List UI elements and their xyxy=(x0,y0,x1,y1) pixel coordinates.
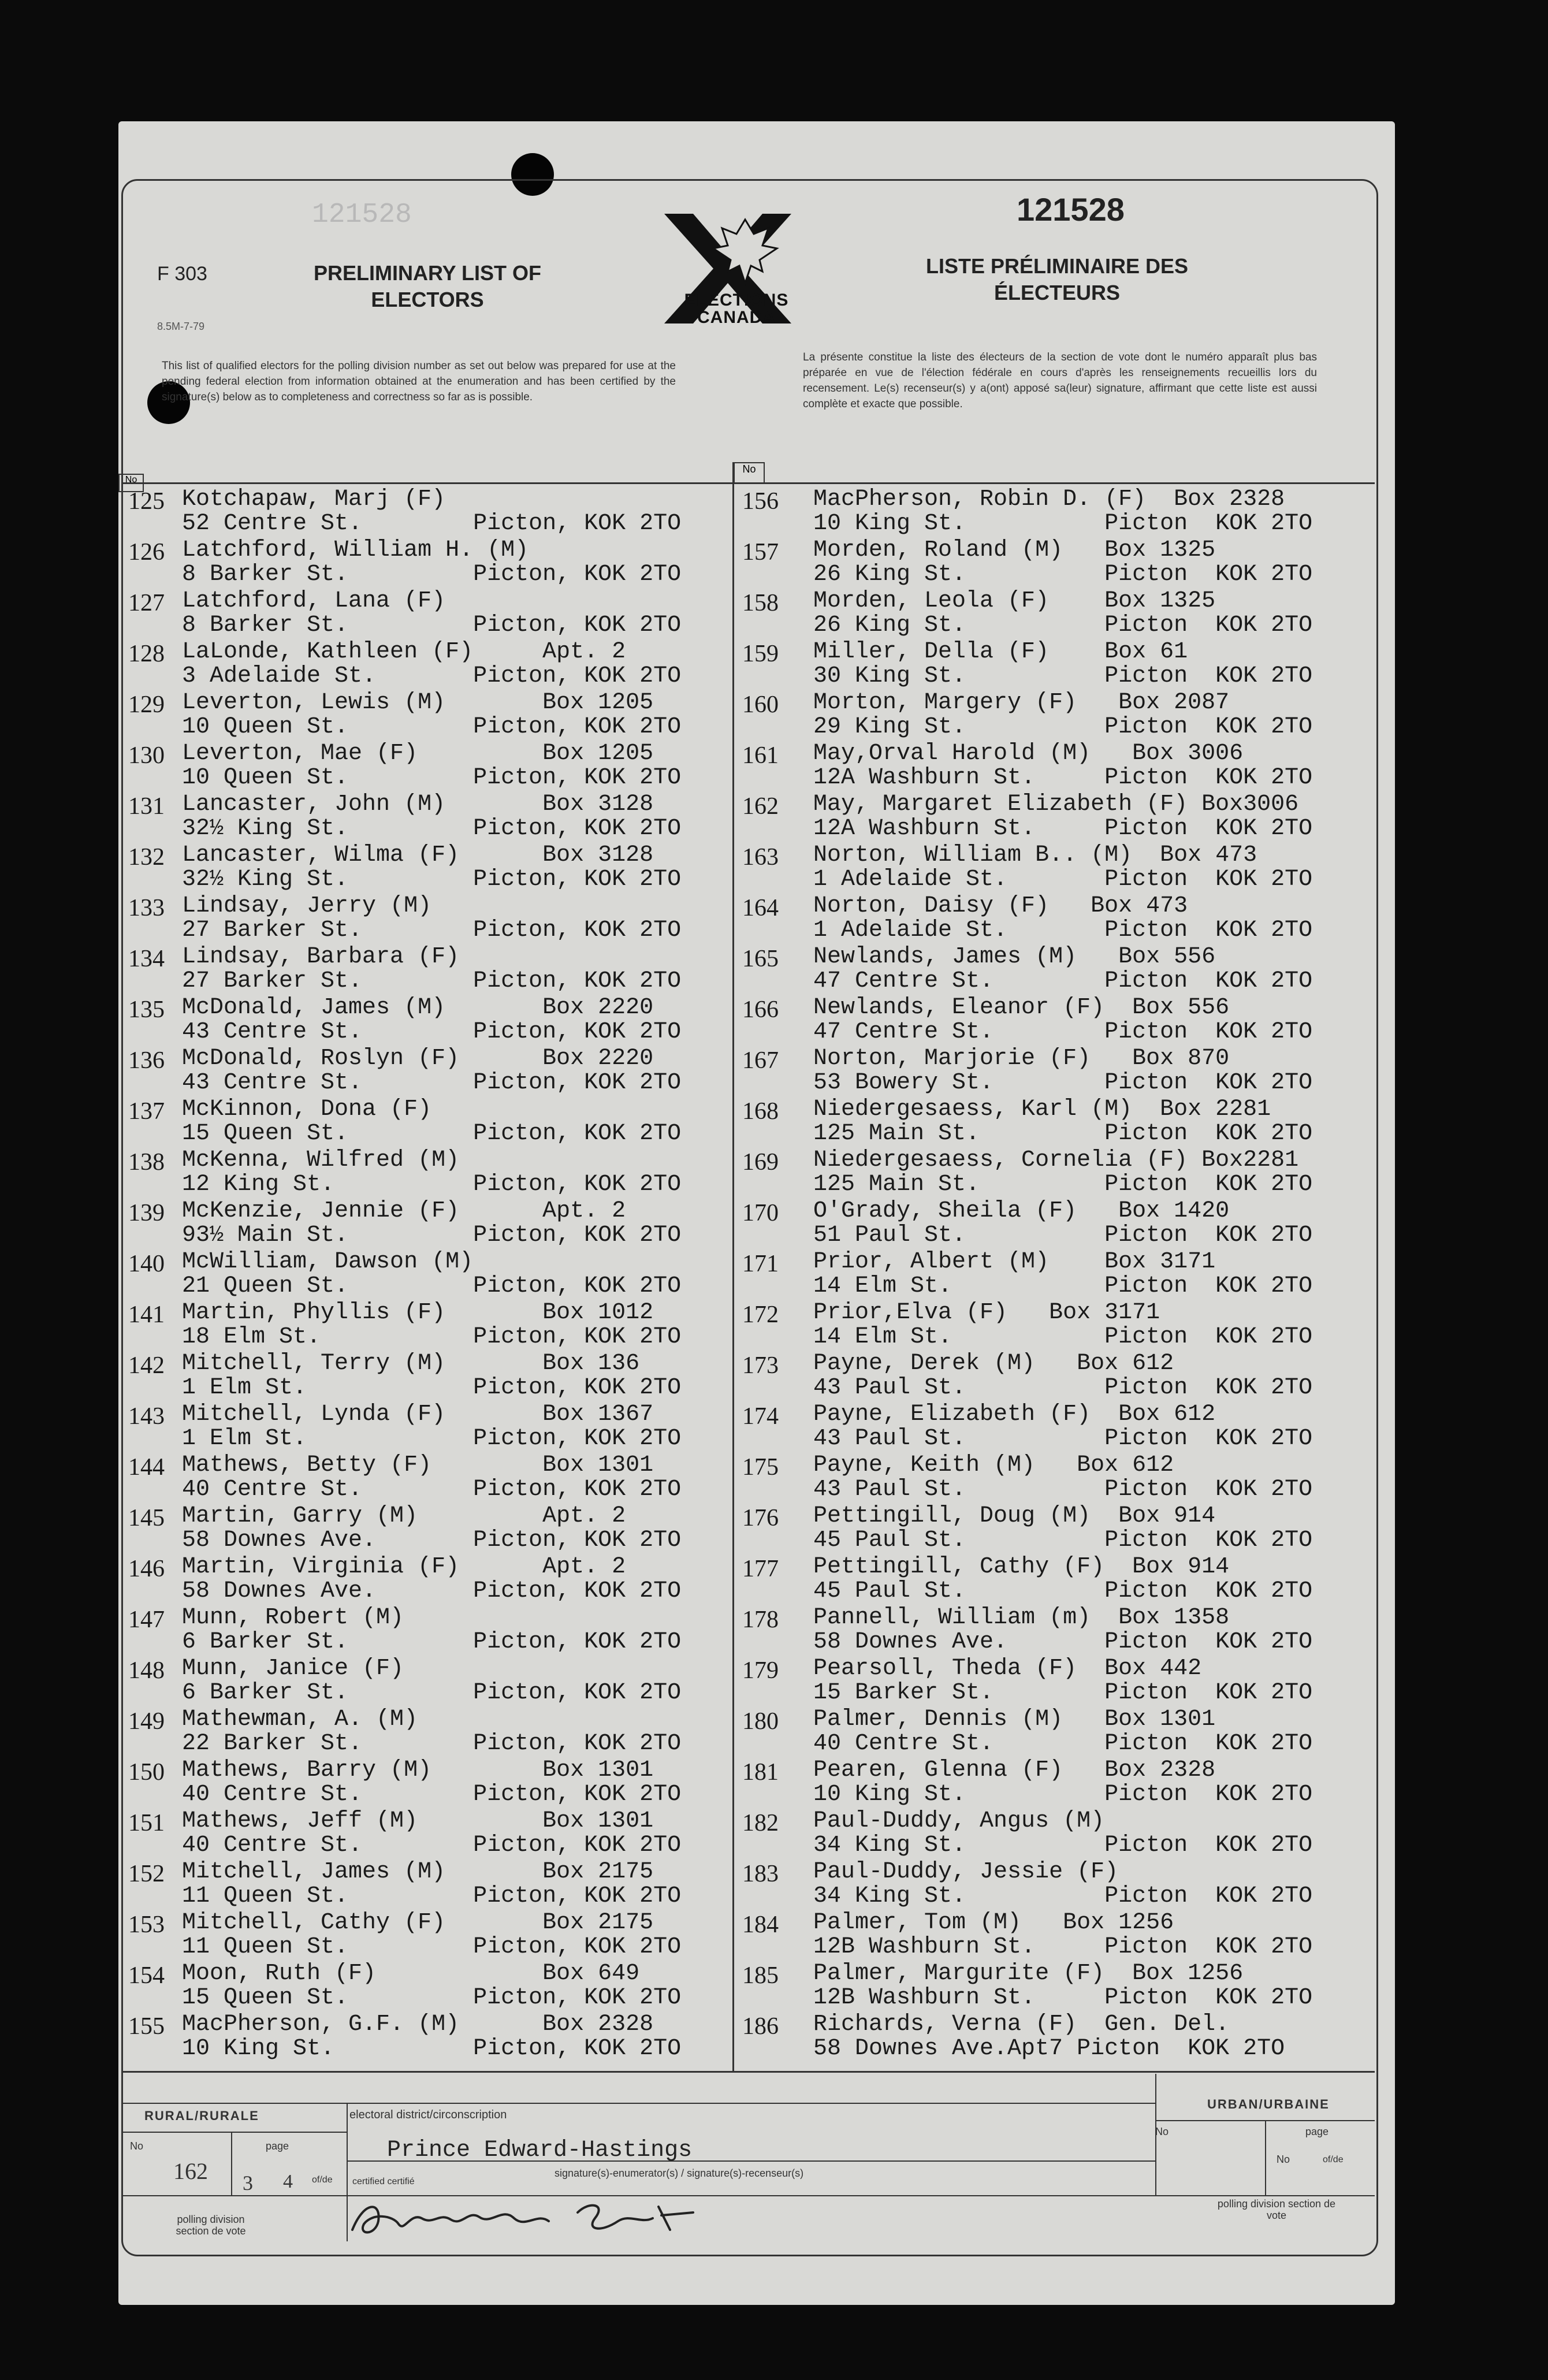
elector-name: McWilliam, Dawson (M) xyxy=(182,1249,474,1275)
entry-number: 151 xyxy=(128,1810,165,1836)
elector-entry xyxy=(738,1961,1376,2011)
entry-number: 156 xyxy=(742,488,779,515)
elector-name: Mathews, Jeff (M) Box 1301 xyxy=(182,1808,654,1834)
electoral-district: Prince Edward-Hastings xyxy=(387,2137,693,2163)
entry-number: 178 xyxy=(742,1606,779,1633)
divider xyxy=(1265,2120,1266,2195)
entry-number: 175 xyxy=(742,1454,779,1481)
entry-number: 125 xyxy=(128,488,165,515)
elector-address: 47 Centre St. Picton KOK 2TO xyxy=(813,1019,1313,1045)
entry-number: 163 xyxy=(742,844,779,871)
elector-entry xyxy=(124,1096,731,1147)
entry-number: 177 xyxy=(742,1556,779,1582)
title-french: LISTE PRÉLIMINAIRE DES ÉLECTEURS xyxy=(925,254,1189,304)
elector-name: McKenna, Wilfred (M) xyxy=(182,1147,460,1173)
elector-list-right xyxy=(738,486,1376,2062)
elector-entry xyxy=(738,639,1376,690)
entry-number: 127 xyxy=(128,590,165,616)
elector-name: Martin, Phyllis (F) Box 1012 xyxy=(182,1300,654,1326)
elector-address: 45 Paul St. Picton KOK 2TO xyxy=(813,1527,1313,1553)
elector-entry xyxy=(738,1706,1376,1757)
elector-entry xyxy=(124,1605,731,1656)
urban-label: URBAN/URBAINE xyxy=(1207,2097,1330,2111)
elector-name: Mitchell, Cathy (F) Box 2175 xyxy=(182,1910,654,1936)
elector-address: 32½ King St. Picton, KOK 2TO xyxy=(182,816,682,842)
entry-number: 182 xyxy=(742,1810,779,1836)
elector-entry xyxy=(124,1249,731,1300)
notice-french: La présente constitue la liste des électeurs de la section de vote dont le numéro apparaît plus bas préparée en vue de l'élection fédérale en cours d'après les renseignements recueillis lors du recensement. Le(s) recenseur(s) y a(ont) apposé sa(leur) signature, affirmant que cette liste est aussi complète et exacte que possible. xyxy=(803,351,1317,410)
urban-polling-division-label: polling division section de vote xyxy=(1217,2198,1336,2221)
elector-name: Palmer, Tom (M) Box 1256 xyxy=(813,1910,1174,1936)
elector-entry xyxy=(124,1198,731,1249)
elector-address: 18 Elm St. Picton, KOK 2TO xyxy=(182,1324,682,1350)
elector-entry xyxy=(738,842,1376,893)
entry-number: 164 xyxy=(742,895,779,921)
elector-name: McKinnon, Dona (F) xyxy=(182,1096,432,1122)
elector-name: Lindsay, Jerry (M) xyxy=(182,893,432,919)
elector-address: 43 Centre St. Picton, KOK 2TO xyxy=(182,1019,682,1045)
entry-number: 154 xyxy=(128,1962,165,1989)
entry-number: 145 xyxy=(128,1505,165,1531)
elector-entry xyxy=(738,1147,1376,1198)
entry-number: 159 xyxy=(742,641,779,667)
elector-name: Mitchell, James (M) Box 2175 xyxy=(182,1859,654,1885)
page-label: page xyxy=(266,2140,289,2152)
elector-name: Norton, William B.. (M) Box 473 xyxy=(813,842,1257,868)
elector-name: Munn, Janice (F) xyxy=(182,1656,404,1682)
urban-no-label: No xyxy=(1155,2126,1169,2137)
elector-address: 14 Elm St. Picton KOK 2TO xyxy=(813,1324,1313,1350)
elector-address: 10 Queen St. Picton, KOK 2TO xyxy=(182,765,682,791)
elector-entry xyxy=(124,791,731,842)
elector-entry xyxy=(124,1503,731,1554)
elector-entry xyxy=(738,690,1376,741)
elector-address: 12B Washburn St. Picton KOK 2TO xyxy=(813,1985,1313,2011)
elector-address: 6 Barker St. Picton, KOK 2TO xyxy=(182,1680,682,1706)
elector-entry xyxy=(738,1503,1376,1554)
entry-number: 150 xyxy=(128,1759,165,1786)
elector-entry xyxy=(124,2011,731,2062)
entry-number: 131 xyxy=(128,793,165,820)
elector-name: Morton, Margery (F) Box 2087 xyxy=(813,690,1230,716)
elector-name: Mathewman, A. (M) xyxy=(182,1706,418,1732)
elector-entry xyxy=(738,1198,1376,1249)
elections-canada-logo-text: ELECTIONS CANADA xyxy=(684,291,789,327)
entry-number: 179 xyxy=(742,1657,779,1684)
elector-entry xyxy=(738,1452,1376,1503)
elector-name: Martin, Garry (M) Apt. 2 xyxy=(182,1503,626,1529)
elector-name: McKenzie, Jennie (F) Apt. 2 xyxy=(182,1198,626,1224)
elector-name: Payne, Elizabeth (F) Box 612 xyxy=(813,1401,1216,1427)
elector-name: Paul-Duddy, Jessie (F) xyxy=(813,1859,1119,1885)
entry-number: 181 xyxy=(742,1759,779,1786)
elector-address: 11 Queen St. Picton, KOK 2TO xyxy=(182,1883,682,1909)
elector-name: Payne, Keith (M) Box 612 xyxy=(813,1452,1174,1478)
entry-number: 138 xyxy=(128,1149,165,1176)
elector-name: May, Margaret Elizabeth (F) Box3006 xyxy=(813,791,1299,817)
elector-name: Pettingill, Cathy (F) Box 914 xyxy=(813,1554,1230,1580)
elector-name: McDonald, Roslyn (F) Box 2220 xyxy=(182,1046,654,1072)
elector-entry xyxy=(738,1910,1376,1961)
elector-entry xyxy=(738,893,1376,944)
elector-entry xyxy=(124,1859,731,1910)
entry-number: 146 xyxy=(128,1556,165,1582)
entry-number: 186 xyxy=(742,2013,779,2040)
elector-entry xyxy=(124,944,731,995)
elector-entry xyxy=(738,1351,1376,1401)
elector-address: 34 King St. Picton KOK 2TO xyxy=(813,1832,1313,1858)
notice-english: This list of qualified electors for the polling division number as set out below was prepared for use at the pending federal election from information obtained at the enumeration and has been certified by the signature(s) below as to completeness and correctness so far as is possible. xyxy=(162,360,676,403)
elector-address: 10 Queen St. Picton, KOK 2TO xyxy=(182,714,682,740)
of-label: of/de xyxy=(312,2175,333,2185)
polling-division-label: polling division section de vote xyxy=(176,2214,246,2237)
elector-entry xyxy=(738,1808,1376,1859)
elector-name: LaLonde, Kathleen (F) Apt. 2 xyxy=(182,639,626,665)
elector-address: 10 King St. Picton KOK 2TO xyxy=(813,511,1313,537)
entry-number: 176 xyxy=(742,1505,779,1531)
entry-number: 171 xyxy=(742,1251,779,1277)
entry-number: 180 xyxy=(742,1708,779,1735)
elector-address: 1 Elm St. Picton, KOK 2TO xyxy=(182,1375,682,1401)
elector-entry xyxy=(124,995,731,1046)
elector-entry xyxy=(738,588,1376,639)
entry-number: 165 xyxy=(742,946,779,972)
entry-number: 126 xyxy=(128,539,165,566)
entry-number: 130 xyxy=(128,742,165,769)
page-number: 3 xyxy=(243,2171,253,2195)
elector-address: 10 King St. Picton, KOK 2TO xyxy=(182,2036,682,2062)
elector-address: 1 Adelaide St. Picton KOK 2TO xyxy=(813,867,1313,892)
elector-entry xyxy=(738,791,1376,842)
entry-number: 184 xyxy=(742,1912,779,1938)
entry-number: 143 xyxy=(128,1403,165,1430)
elector-name: Prior, Albert (M) Box 3171 xyxy=(813,1249,1216,1275)
elector-entry xyxy=(738,944,1376,995)
elector-name: Kotchapaw, Marj (F) xyxy=(182,486,446,512)
elector-address: 15 Barker St. Picton KOK 2TO xyxy=(813,1680,1313,1706)
entry-number: 166 xyxy=(742,996,779,1023)
district-label: electoral district/circonscription xyxy=(349,2108,507,2121)
elector-entry xyxy=(124,1147,731,1198)
entry-number: 144 xyxy=(128,1454,165,1481)
elector-entry xyxy=(738,741,1376,791)
elector-address: 43 Centre St. Picton, KOK 2TO xyxy=(182,1070,682,1096)
elector-name: Martin, Virginia (F) Apt. 2 xyxy=(182,1554,626,1580)
elector-address: 26 King St. Picton KOK 2TO xyxy=(813,561,1313,587)
elector-entry xyxy=(738,1757,1376,1808)
entry-number: 135 xyxy=(128,996,165,1023)
entry-number: 141 xyxy=(128,1301,165,1328)
elector-address: 10 King St. Picton KOK 2TO xyxy=(813,1782,1313,1808)
entry-number: 142 xyxy=(128,1352,165,1379)
elector-list-left xyxy=(124,486,731,2062)
entry-number: 162 xyxy=(742,793,779,820)
elector-address: 27 Barker St. Picton, KOK 2TO xyxy=(182,917,682,943)
elector-name: Palmer, Margurite (F) Box 1256 xyxy=(813,1961,1244,1987)
enumerator-signature xyxy=(347,2189,705,2241)
elector-address: 12A Washburn St. Picton KOK 2TO xyxy=(813,816,1313,842)
elector-address: 40 Centre St. Picton, KOK 2TO xyxy=(182,1832,682,1858)
elector-entry xyxy=(738,1096,1376,1147)
elector-entry xyxy=(124,1808,731,1859)
elector-entry xyxy=(738,1249,1376,1300)
elector-entry xyxy=(124,690,731,741)
elector-name: O'Grady, Sheila (F) Box 1420 xyxy=(813,1198,1230,1224)
elector-name: Latchford, William H. (M) xyxy=(182,537,529,563)
elector-entry xyxy=(738,1046,1376,1096)
elector-address: 6 Barker St. Picton, KOK 2TO xyxy=(182,1629,682,1655)
entry-number: 134 xyxy=(128,946,165,972)
elector-address: 14 Elm St. Picton KOK 2TO xyxy=(813,1273,1313,1299)
elector-name: Morden, Roland (M) Box 1325 xyxy=(813,537,1216,563)
print-code: 8.5M-7-79 xyxy=(157,321,205,332)
elector-entry xyxy=(124,1910,731,1961)
entry-number: 158 xyxy=(742,590,779,616)
entry-number: 148 xyxy=(128,1657,165,1684)
elector-address: 53 Bowery St. Picton KOK 2TO xyxy=(813,1070,1313,1096)
elector-entry xyxy=(124,1656,731,1706)
no-header-left: No xyxy=(118,474,144,492)
elector-name: Leverton, Mae (F) Box 1205 xyxy=(182,741,654,767)
elector-entry xyxy=(124,1452,731,1503)
elector-entry xyxy=(738,1300,1376,1351)
page-total: 4 xyxy=(283,2171,293,2192)
elector-address: 93½ Main St. Picton, KOK 2TO xyxy=(182,1222,682,1248)
elector-name: Latchford, Lana (F) xyxy=(182,588,446,614)
elector-address: 22 Barker St. Picton, KOK 2TO xyxy=(182,1731,682,1757)
elector-name: Richards, Verna (F) Gen. Del. xyxy=(813,2011,1230,2037)
elector-address: 40 Centre St. Picton, KOK 2TO xyxy=(182,1477,682,1503)
title-english: PRELIMINARY LIST OF ELECTORS xyxy=(313,261,541,311)
elector-name: Morden, Leola (F) Box 1325 xyxy=(813,588,1216,614)
divider xyxy=(121,2071,1375,2073)
elector-name: Mitchell, Lynda (F) Box 1367 xyxy=(182,1401,654,1427)
list-number: 121528 xyxy=(1017,191,1125,228)
elector-name: Norton, Daisy (F) Box 473 xyxy=(813,893,1188,919)
entry-number: 172 xyxy=(742,1301,779,1328)
elector-entry xyxy=(738,1605,1376,1656)
elector-name: Newlands, Eleanor (F) Box 556 xyxy=(813,995,1230,1021)
entry-number: 139 xyxy=(128,1200,165,1226)
entry-number: 132 xyxy=(128,844,165,871)
elector-name: Norton, Marjorie (F) Box 870 xyxy=(813,1046,1230,1072)
entry-number: 129 xyxy=(128,691,165,718)
entry-number: 152 xyxy=(128,1861,165,1887)
elector-name: Lindsay, Barbara (F) xyxy=(182,944,460,970)
elector-name: Prior,Elva (F) Box 3171 xyxy=(813,1300,1160,1326)
entry-number: 174 xyxy=(742,1403,779,1430)
divider xyxy=(121,2132,347,2133)
elector-name: Lancaster, Wilma (F) Box 3128 xyxy=(182,842,654,868)
elector-address: 12A Washburn St. Picton KOK 2TO xyxy=(813,765,1313,791)
elector-address: 15 Queen St. Picton, KOK 2TO xyxy=(182,1985,682,2011)
entry-number: 160 xyxy=(742,691,779,718)
elector-entry xyxy=(738,1401,1376,1452)
elector-address: 12 King St. Picton, KOK 2TO xyxy=(182,1172,682,1198)
elector-address: 47 Centre St. Picton KOK 2TO xyxy=(813,968,1313,994)
elector-name: Mathews, Barry (M) Box 1301 xyxy=(182,1757,654,1783)
elector-address: 34 King St. Picton KOK 2TO xyxy=(813,1883,1313,1909)
entry-number: 167 xyxy=(742,1047,779,1074)
divider xyxy=(121,2103,1155,2104)
entry-number: 133 xyxy=(128,895,165,921)
elector-name: Pearsoll, Theda (F) Box 442 xyxy=(813,1656,1202,1682)
elector-address: 43 Paul St. Picton KOK 2TO xyxy=(813,1426,1313,1452)
elector-name: Paul-Duddy, Angus (M) xyxy=(813,1808,1105,1834)
entry-number: 161 xyxy=(742,742,779,769)
entry-number: 169 xyxy=(742,1149,779,1176)
elector-name: Niedergesaess, Cornelia (F) Box2281 xyxy=(813,1147,1299,1173)
elector-name: Niedergesaess, Karl (M) Box 2281 xyxy=(813,1096,1271,1122)
elector-address: 21 Queen St. Picton, KOK 2TO xyxy=(182,1273,682,1299)
elector-name: Moon, Ruth (F) Box 649 xyxy=(182,1961,640,1987)
entry-number: 147 xyxy=(128,1606,165,1633)
elector-address: 51 Paul St. Picton KOK 2TO xyxy=(813,1222,1313,1248)
entry-number: 155 xyxy=(128,2013,165,2040)
elector-address: 27 Barker St. Picton, KOK 2TO xyxy=(182,968,682,994)
elector-name: Pearen, Glenna (F) Box 2328 xyxy=(813,1757,1216,1783)
elector-entry xyxy=(738,2011,1376,2062)
elector-address: 1 Adelaide St. Picton KOK 2TO xyxy=(813,917,1313,943)
entry-number: 170 xyxy=(742,1200,779,1226)
elector-address: 8 Barker St. Picton, KOK 2TO xyxy=(182,561,682,587)
elector-name: Palmer, Dennis (M) Box 1301 xyxy=(813,1706,1216,1732)
polling-division-number: 162 xyxy=(173,2158,208,2184)
elector-entry xyxy=(738,1656,1376,1706)
elector-address: 43 Paul St. Picton KOK 2TO xyxy=(813,1477,1313,1503)
elector-address: 29 King St. Picton KOK 2TO xyxy=(813,714,1313,740)
elector-address: 52 Centre St. Picton, KOK 2TO xyxy=(182,511,682,537)
elector-entry xyxy=(124,1401,731,1452)
entry-number: 157 xyxy=(742,539,779,566)
elector-address: 40 Centre St. Picton KOK 2TO xyxy=(813,1731,1313,1757)
elector-name: Newlands, James (M) Box 556 xyxy=(813,944,1216,970)
elector-entry xyxy=(124,537,731,588)
entry-number: 128 xyxy=(128,641,165,667)
elector-name: McDonald, James (M) Box 2220 xyxy=(182,995,654,1021)
elector-name: Miller, Della (F) Box 61 xyxy=(813,639,1188,665)
elector-name: Leverton, Lewis (M) Box 1205 xyxy=(182,690,654,716)
elector-address: 12B Washburn St. Picton KOK 2TO xyxy=(813,1934,1313,1960)
elector-name: Lancaster, John (M) Box 3128 xyxy=(182,791,654,817)
certified-label: certified certifié xyxy=(352,2177,415,2186)
elector-name: Mathews, Betty (F) Box 1301 xyxy=(182,1452,654,1478)
elector-address: 32½ King St. Picton, KOK 2TO xyxy=(182,867,682,892)
elector-address: 30 King St. Picton KOK 2TO xyxy=(813,663,1313,689)
elector-address: 58 Downes Ave. Picton, KOK 2TO xyxy=(182,1527,682,1553)
elector-entry xyxy=(738,995,1376,1046)
entry-number: 173 xyxy=(742,1352,779,1379)
entry-number: 168 xyxy=(742,1098,779,1125)
elector-name: MacPherson, G.F. (M) Box 2328 xyxy=(182,2011,654,2037)
entry-number: 149 xyxy=(128,1708,165,1735)
entry-number: 136 xyxy=(128,1047,165,1074)
elector-name: Payne, Derek (M) Box 612 xyxy=(813,1351,1174,1377)
elector-entry xyxy=(124,1554,731,1605)
elector-address: 58 Downes Ave.Apt7 Picton KOK 2TO xyxy=(813,2036,1285,2062)
elector-address: 125 Main St. Picton KOK 2TO xyxy=(813,1172,1313,1198)
elector-name: Pannell, William (m) Box 1358 xyxy=(813,1605,1230,1631)
elector-entry xyxy=(124,639,731,690)
urban-page-label: page xyxy=(1305,2126,1329,2137)
entry-number: 140 xyxy=(128,1251,165,1277)
elector-entry xyxy=(124,741,731,791)
elector-entry xyxy=(124,486,731,537)
elector-entry xyxy=(124,1757,731,1808)
elector-address: 43 Paul St. Picton KOK 2TO xyxy=(813,1375,1313,1401)
elector-address: 125 Main St. Picton KOK 2TO xyxy=(813,1121,1313,1147)
elector-entry xyxy=(738,1859,1376,1910)
elector-entry xyxy=(738,486,1376,537)
urban-of-label: of/de xyxy=(1323,2155,1344,2165)
elector-address: 8 Barker St. Picton, KOK 2TO xyxy=(182,612,682,638)
elector-name: Pettingill, Doug (M) Box 914 xyxy=(813,1503,1216,1529)
entry-number: 183 xyxy=(742,1861,779,1887)
elector-entry xyxy=(738,1554,1376,1605)
elector-address: 58 Downes Ave. Picton, KOK 2TO xyxy=(182,1578,682,1604)
elector-entry xyxy=(738,537,1376,588)
elector-name: Munn, Robert (M) xyxy=(182,1605,404,1631)
elector-address: 3 Adelaide St. Picton, KOK 2TO xyxy=(182,663,682,689)
form-number: F 303 xyxy=(157,263,207,285)
elector-address: 1 Elm St. Picton, KOK 2TO xyxy=(182,1426,682,1452)
urban-no-label-2: No xyxy=(1277,2154,1290,2165)
elector-entry xyxy=(124,1706,731,1757)
elector-name: Mitchell, Terry (M) Box 136 xyxy=(182,1351,640,1377)
entry-number: 137 xyxy=(128,1098,165,1125)
elector-address: 11 Queen St. Picton, KOK 2TO xyxy=(182,1934,682,1960)
entry-number: 185 xyxy=(742,1962,779,1989)
elector-entry xyxy=(124,1961,731,2011)
elector-name: May,Orval Harold (M) Box 3006 xyxy=(813,741,1244,767)
elector-address: 45 Paul St. Picton KOK 2TO xyxy=(813,1578,1313,1604)
elector-entry xyxy=(124,893,731,944)
no-label: No xyxy=(130,2140,144,2152)
elector-name: MacPherson, Robin D. (F) Box 2328 xyxy=(813,486,1285,512)
faded-list-number: 121528 xyxy=(312,199,412,230)
entry-number: 153 xyxy=(128,1912,165,1938)
elector-address: 40 Centre St. Picton, KOK 2TO xyxy=(182,1782,682,1808)
no-header-right: No xyxy=(734,462,765,484)
elector-entry xyxy=(124,588,731,639)
elector-entry xyxy=(124,842,731,893)
elector-entry xyxy=(124,1046,731,1096)
elector-address: 58 Downes Ave. Picton KOK 2TO xyxy=(813,1629,1313,1655)
signature-label: signature(s)-enumerator(s) / signature(s)-recenseur(s) xyxy=(555,2167,804,2179)
elector-address: 26 King St. Picton KOK 2TO xyxy=(813,612,1313,638)
elector-entry xyxy=(124,1300,731,1351)
divider xyxy=(231,2132,232,2195)
divider xyxy=(121,2195,1375,2196)
elector-address: 15 Queen St. Picton, KOK 2TO xyxy=(182,1121,682,1147)
elector-entry xyxy=(124,1351,731,1401)
rural-label: RURAL/RURALE xyxy=(144,2108,259,2123)
